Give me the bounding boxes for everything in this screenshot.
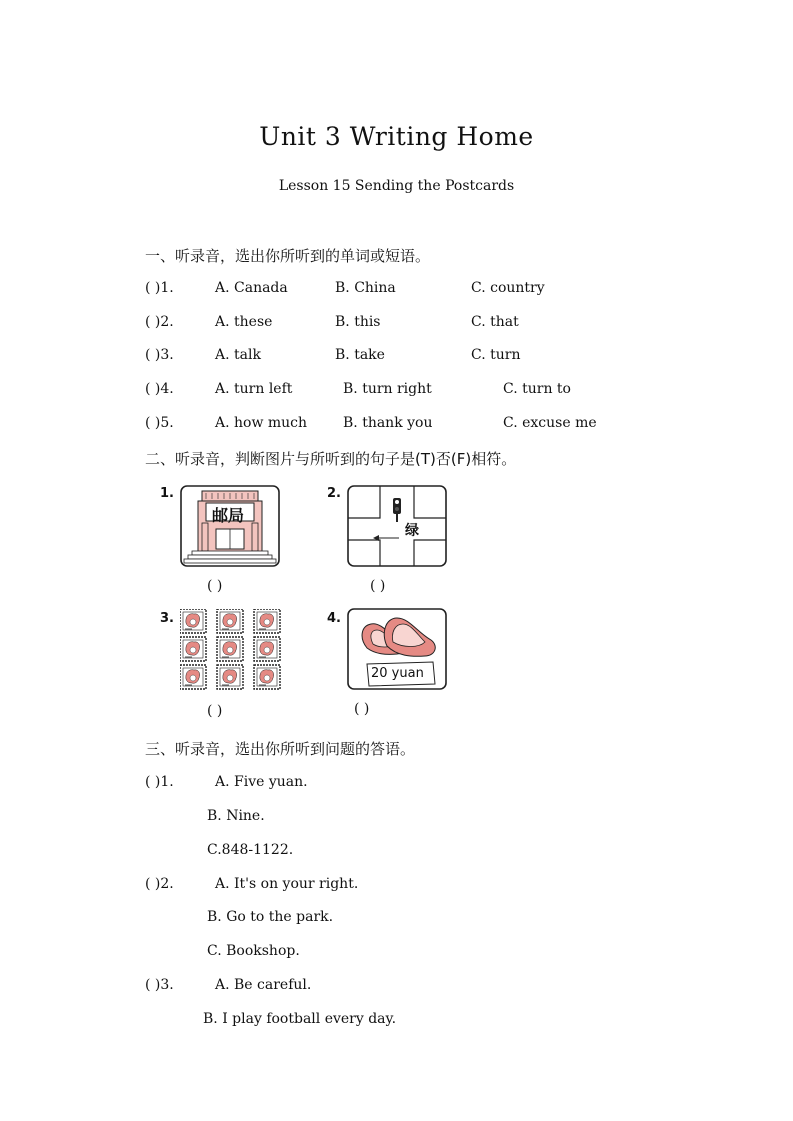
option-a: A. It's on your right. [215, 876, 359, 892]
picture-number: 3. [160, 611, 174, 626]
option-c: C. country [471, 280, 545, 296]
answer-blank[interactable]: ( )3. [145, 347, 174, 363]
crossroad-picture [347, 485, 447, 567]
answer-blank[interactable]: ( ) [207, 703, 223, 719]
page-subtitle: Lesson 15 Sending the Postcards [278, 178, 515, 194]
option-a: A. how much [215, 415, 308, 431]
option-b: B. China [335, 280, 396, 296]
section2-heading: 二、听录音，判断图片与所听到的句子是(T)否(F)相符。 [145, 450, 517, 468]
option-b: B. Go to the park. [207, 909, 334, 925]
picture-number: 2. [327, 486, 341, 501]
post-office-picture [180, 485, 280, 567]
answer-blank[interactable]: ( )2. [145, 314, 174, 330]
answer-blank[interactable]: ( )1. [145, 774, 174, 790]
option-c: C. Bookshop. [207, 943, 300, 959]
answer-blank[interactable]: ( ) [207, 578, 223, 594]
option-a: A. Five yuan. [215, 774, 308, 790]
option-b: B. thank you [343, 415, 433, 431]
answer-blank[interactable]: ( )1. [145, 280, 174, 296]
option-b: B. turn right [343, 381, 432, 397]
option-c: C.848-1122. [207, 842, 294, 858]
option-c: C. excuse me [503, 415, 597, 431]
option-b: B. I play football every day. [203, 1011, 397, 1027]
section1-heading: 一、听录音，选出你所听到的单词或短语。 [145, 247, 431, 265]
option-a: A. talk [215, 347, 261, 363]
section3-heading: 三、听录音，选出你所听到问题的答语。 [145, 740, 416, 758]
page-title: Unit 3 Writing Home [259, 122, 534, 151]
option-a: A. Canada [215, 280, 288, 296]
option-b: B. Nine. [207, 808, 265, 824]
answer-blank[interactable]: ( )4. [145, 381, 174, 397]
picture-number: 4. [327, 611, 341, 626]
green-light-label: 绿 [405, 523, 419, 539]
post-office-sign: 邮局 [212, 506, 245, 525]
option-c: C. turn to [503, 381, 571, 397]
option-b: B. take [335, 347, 385, 363]
price-tag: 20 yuan [371, 666, 424, 681]
option-c: C. that [471, 314, 519, 330]
picture-number: 1. [160, 486, 174, 501]
option-a: A. turn left [215, 381, 293, 397]
stamps-picture [180, 609, 284, 693]
option-a: A. Be careful. [215, 977, 312, 993]
option-a: A. these [215, 314, 273, 330]
answer-blank[interactable]: ( ) [354, 701, 370, 717]
answer-blank[interactable]: ( )3. [145, 977, 174, 993]
answer-blank[interactable]: ( )5. [145, 415, 174, 431]
option-b: B. this [335, 314, 381, 330]
option-c: C. turn [471, 347, 521, 363]
answer-blank[interactable]: ( )2. [145, 876, 174, 892]
answer-blank[interactable]: ( ) [370, 578, 386, 594]
